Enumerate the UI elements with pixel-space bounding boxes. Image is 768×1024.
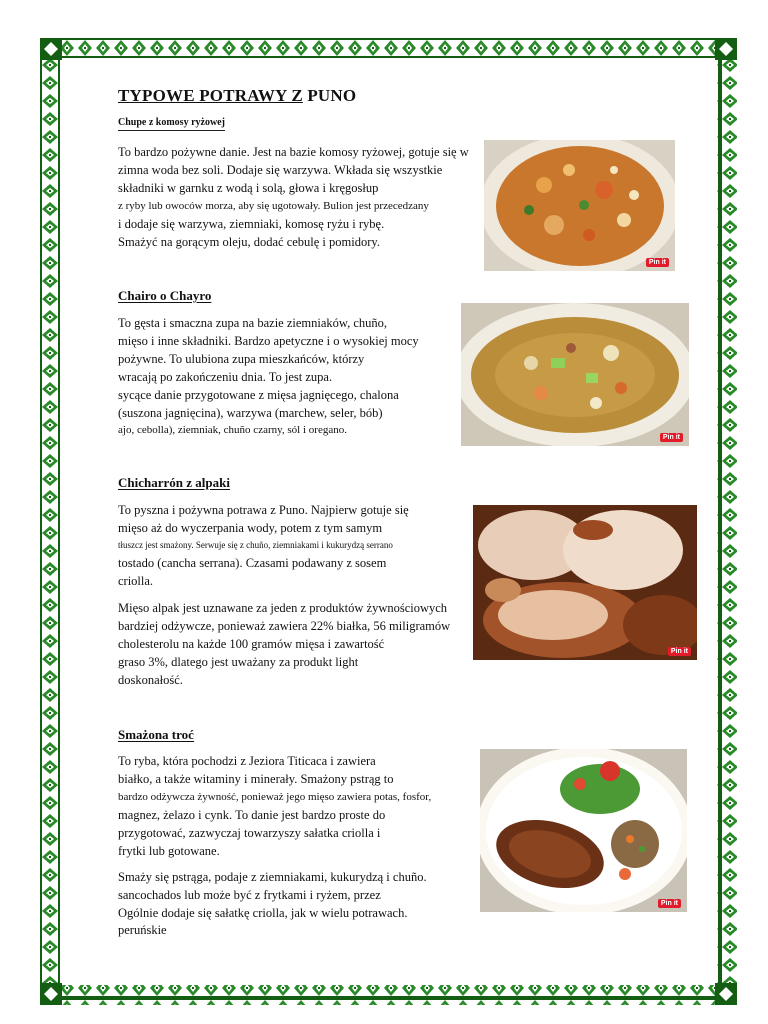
section-4-line: peruńskie: [118, 923, 167, 937]
pin-it-button[interactable]: Pin it: [646, 258, 669, 267]
section-2-line: To gęsta i smaczna zupa na bazie ziemniaków, chuño,: [118, 316, 388, 330]
page-title-rest: PUNO: [302, 86, 357, 105]
section-1-heading: Chupe z komosy ryżowej: [118, 117, 225, 131]
section-1-line: z ryby lub owoców morza, aby się ugotowały. Bulion jest przecedzany: [118, 200, 429, 212]
section-1-line: zimna woda bez soli. Dodaje się warzywa. Wkłada się wszystkie: [118, 163, 443, 177]
section-4-line: frytki lub gotowane.: [118, 844, 220, 858]
section-3-line: tłuszcz jest smażony. Serwuje się z chuño, ziemniakami i kukurydzą serrano: [118, 540, 393, 550]
section-3-line: mięso aż do wyczerpania wody, potem z tym samym: [118, 521, 383, 535]
section-2-line: mięso i inne składniki. Bardzo apetyczne i o wysokiej mocy: [118, 334, 419, 348]
section-2-line: pożywne. To ulubiona zupa mieszkańców, którzy: [118, 352, 365, 366]
fried-trout-photo: [480, 749, 687, 912]
section-4-line: przygotować, zazwyczaj towarzyszy sałatka criolla i: [118, 826, 381, 840]
section-3-line: doskonałość.: [118, 673, 183, 687]
section-3-line: cholesterolu na każde 100 gramów mięsa i zawartość: [118, 637, 385, 651]
quinoa-soup-photo: [484, 140, 675, 271]
section-2-line: (suszona jagnięcina), warzywa (marchew, seler, bób): [118, 406, 383, 420]
section-2-heading: Chairo o Chayro: [118, 288, 212, 303]
section-1-line: składniki w garnku z wodą i solą, głowa i kręgosłup: [118, 181, 379, 195]
page-title: [118, 86, 356, 106]
section-3-heading: Chicharrón z alpaki: [118, 475, 230, 490]
pin-it-button[interactable]: Pin it: [660, 433, 683, 442]
section-3-line: bardziej odżywcze, ponieważ zawiera 22% białka, 56 miligramów: [118, 619, 451, 633]
section-4-line: białko, a także witaminy i minerały. Smażony pstrąg to: [118, 772, 394, 786]
section-4-line: Smaży się pstrąga, podaje z ziemniakami, kukurydzą i chuño.: [118, 870, 427, 884]
section-1-line: To bardzo pożywne danie. Jest na bazie komosy ryżowej, gotuje się w: [118, 145, 469, 159]
section-4-line: bardzo odżywcza żywność, ponieważ jego mięso zawiera potas, fosfor,: [118, 791, 432, 803]
chairo-soup-photo: [461, 303, 689, 446]
alpaca-chicharron-photo: [473, 505, 697, 660]
section-3-line: To pyszna i pożywna potrawa z Puno. Najpierw gotuje się: [118, 503, 409, 517]
section-4-line: To ryba, która pochodzi z Jeziora Titicaca i zawiera: [118, 754, 376, 768]
section-3-line: tostado (cancha serrana). Czasami podawany z sosem: [118, 556, 387, 570]
pin-it-button[interactable]: Pin it: [658, 899, 681, 908]
page-title-underlined: TYPOWE POTRAWY Z: [118, 86, 303, 105]
section-4-line: Ogólnie dodaje się sałatkę criolla, jak w wielu potrawach.: [118, 906, 408, 920]
section-3-line: Mięso alpak jest uznawane za jeden z produktów żywnościowych: [118, 601, 448, 615]
section-2-line: sycące danie przygotowane z mięsa jagnięcego, chalona: [118, 388, 399, 402]
section-1-line: Smażyć na gorącym oleju, dodać cebulę i pomidory.: [118, 235, 380, 249]
section-3-line: graso 3%, dlatego jest uważany za produkt light: [118, 655, 359, 669]
section-4-line: sancochados lub może być z frytkami i ryżem, przez: [118, 888, 381, 902]
pin-it-button[interactable]: Pin it: [668, 647, 691, 656]
section-4-line: magnez, żelazo i cynk. To danie jest bardzo proste do: [118, 808, 386, 822]
section-1-line: i dodaje się warzywa, ziemniaki, komosę ryżu i rybę.: [118, 217, 385, 231]
section-3-line: criolla.: [118, 574, 154, 588]
section-4-heading: Smażona troć: [118, 727, 194, 742]
section-2-line: wracają po zakończeniu dnia. To jest zupa.: [118, 370, 333, 384]
section-2-line: ajo, cebolla), ziemniak, chuño czarny, sól i oregano.: [118, 424, 347, 436]
